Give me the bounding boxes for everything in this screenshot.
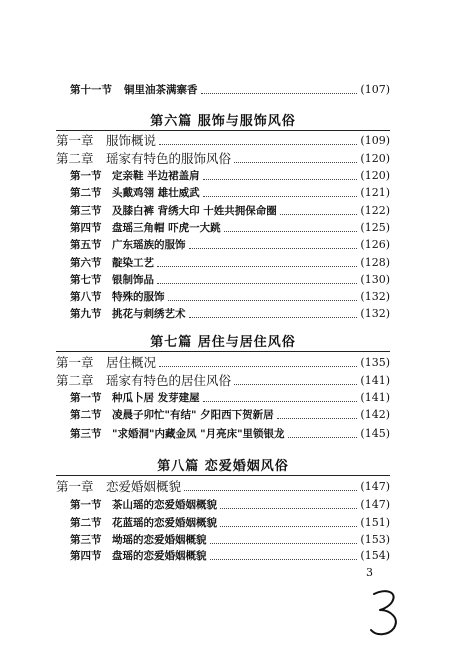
entry-title: 恋爱婚姻概貌 [106,479,182,494]
entry-title: 定亲鞋 半边裙盖肩 [112,170,200,182]
entry-title: 瑶家有特色的居住风俗 [106,373,232,388]
entry-page: (130) [360,273,390,286]
dot-leader [159,144,357,145]
entry-number: 第三节 [70,428,102,440]
entry-number: 第一章 [56,355,94,370]
entry-number: 第四节 [70,222,102,234]
toc-entry [70,237,390,253]
dot-leader [234,162,357,163]
toc-entry [70,532,390,548]
toc-entry [70,497,390,513]
dot-leader [159,366,357,367]
entry-page: (132) [360,290,390,303]
toc-entry [70,168,390,184]
entry-title: 服饰概说 [106,133,157,148]
toc-entry [56,151,390,167]
entry-number: 第一节 [70,499,102,511]
part-title: 第六篇 服饰与服饰风俗 [150,114,296,129]
dot-leader [234,384,357,385]
entry-title: 盘瑶的恋爱婚姻概貌 [112,550,207,562]
entry-page: (151) [360,516,390,529]
entry-number: 第一节 [70,392,102,404]
entry-page: (153) [360,533,390,546]
entry-page: (121) [360,186,390,199]
entry-page: (107) [360,83,390,96]
dot-leader [210,559,358,560]
entry-title: 盘瑶三角帽 吓虎一大跳 [112,222,221,234]
entry-number: 第三节 [70,534,102,546]
dot-leader [288,437,358,438]
entry-title: 及膝白裤 背绣大印 十姓共拥保命圈 [112,205,277,217]
entry-page: (122) [360,204,390,217]
entry-title: 瑶家有特色的服饰风俗 [106,151,232,166]
entry-page: (154) [360,549,390,562]
dot-leader [157,266,357,267]
toc-entry [70,306,390,322]
toc-entry [70,407,390,423]
toc-entry [70,426,390,442]
entry-number: 第二节 [70,517,102,529]
entry-number: 第七节 [70,274,102,286]
dot-leader [220,508,357,509]
entry-title: 居住概况 [106,355,157,370]
part-title: 第七篇 居住与居住风俗 [150,335,296,350]
dot-leader [184,490,357,491]
entry-page: (142) [360,408,390,421]
entry-number: 第三节 [70,205,102,217]
dot-leader [210,543,358,544]
handwritten-three-mark [368,588,402,638]
entry-page: (126) [360,238,390,251]
dot-leader [277,418,358,419]
toc-entry [56,373,390,389]
part-rule [56,475,390,476]
entry-title: 靛染工艺 [112,257,154,269]
entry-title: "求婚洞"内藏金凤 "月亮床"里锁银龙 [112,428,285,440]
entry-number: 第一章 [56,133,94,148]
entry-number: 第二章 [56,151,94,166]
entry-page: (132) [360,307,390,320]
toc-entry [70,220,390,236]
entry-number: 第八节 [70,291,102,303]
toc-entry [70,390,390,406]
dot-leader [189,248,358,249]
toc-entry [56,133,390,149]
toc-entry [70,82,390,98]
dot-leader [224,231,358,232]
toc-entry [70,289,390,305]
entry-page: (120) [360,152,390,165]
page-number: 3 [366,566,373,579]
dot-leader [201,93,358,94]
dot-leader [203,179,358,180]
dot-leader [203,196,358,197]
entry-title: 花蓝瑶的恋爱婚姻概貌 [112,517,217,529]
part-rule [56,130,390,131]
entry-number: 第十一节 [70,84,112,96]
dot-leader [280,214,358,215]
entry-title: 坳瑶的恋爱婚姻概貌 [112,534,207,546]
entry-number: 第一节 [70,170,102,182]
dot-leader [203,401,358,402]
entry-number: 第二节 [70,187,102,199]
entry-page: (147) [360,480,390,493]
toc-entry [70,548,390,564]
entry-number: 第二章 [56,373,94,388]
toc-entry [56,355,390,371]
entry-number: 第九节 [70,308,102,320]
entry-title: 种瓜卜居 发芽建屋 [112,392,200,404]
entry-page: (128) [360,256,390,269]
toc-entry [70,203,390,219]
toc-entry [56,479,390,495]
entry-number: 第六节 [70,257,102,269]
entry-page: (135) [360,356,390,369]
entry-number: 第一章 [56,479,94,494]
entry-title: 银制饰品 [112,274,154,286]
entry-page: (109) [360,134,390,147]
entry-title: 特殊的服饰 [112,291,165,303]
dot-leader [168,300,358,301]
entry-page: (120) [360,169,390,182]
entry-page: (141) [360,374,390,387]
entry-number: 第二节 [70,409,102,421]
dot-leader [220,526,357,527]
entry-page: (147) [360,498,390,511]
toc-entry [70,515,390,531]
entry-title: 茶山瑶的恋爱婚姻概貌 [112,499,217,511]
entry-title: 头戴鸡翎 雄壮威武 [112,187,200,199]
part-rule [56,351,390,352]
entry-number: 第四节 [70,550,102,562]
entry-number: 第五节 [70,239,102,251]
entry-page: (145) [360,427,390,440]
entry-title: 凌晨子卯忙"有结" 夕阳西下贺新居 [112,409,274,421]
entry-title: 挑花与刺绣艺术 [112,308,186,320]
dot-leader [157,283,357,284]
entry-page: (141) [360,391,390,404]
toc-entry [70,272,390,288]
part-title: 第八篇 恋爱婚姻风俗 [157,459,289,474]
toc-entry [70,255,390,271]
dot-leader [189,317,358,318]
entry-title: 铜里油茶满寨香 [124,84,198,96]
entry-page: (125) [360,221,390,234]
entry-title: 广东瑶族的服饰 [112,239,186,251]
toc-entry [70,185,390,201]
